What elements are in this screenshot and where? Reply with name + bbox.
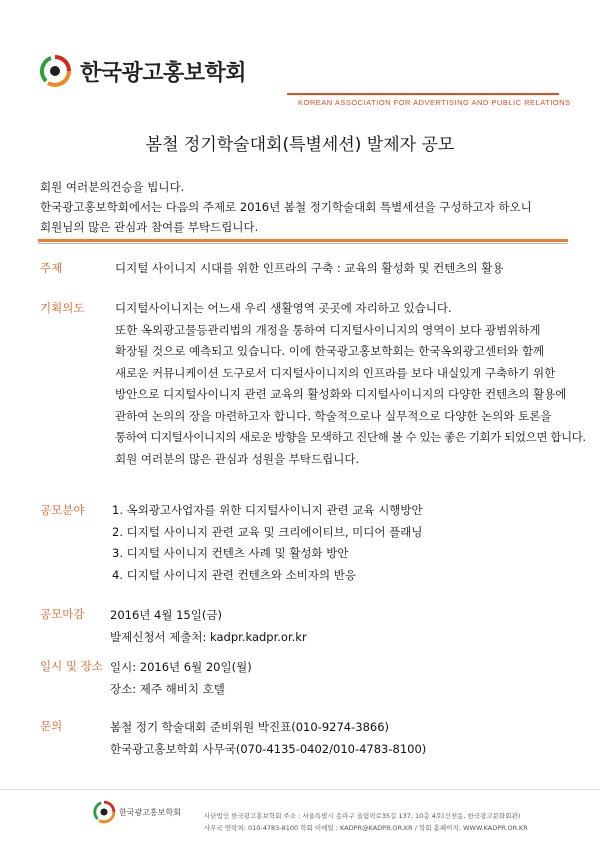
theme-text: 디지털 사이니지 시대를 위한 인프라의 구축 : 교육의 활성화 및 컨텐츠의 활용 (115, 261, 504, 275)
footer-logo (92, 800, 181, 824)
deadline-label: 공모마감 (40, 607, 85, 621)
intent-label: 기획의도 (40, 301, 85, 315)
greeting-line: 회원님의 많은 관심과 참여를 부탁드립니다. (40, 220, 259, 234)
contact-line: 봄철 정기 학술대회 준비위원 박진표(010-9274-3866) (110, 720, 390, 734)
list-item: 4. 디지털 사이니지 관련 컨텐츠와 소비자의 반응 (112, 567, 356, 582)
footer-divider (0, 789, 600, 790)
greeting-line: 한국광고홍보학회에서는 다음의 주제로 2016년 봄철 정기학술대회 특별세션을 구성하고자 하오니 (40, 200, 532, 214)
submission-site: 발제신청서 제출처: kadpr.kadpr.or.kr (110, 630, 307, 644)
topics-label: 공모분야 (40, 503, 85, 517)
deadline-text (110, 604, 307, 648)
header-divider (287, 93, 559, 95)
org-name: 한국광고홍보학회 (80, 60, 247, 86)
intent-line: 회원 여러분의 많은 관심과 성원을 부탁드립니다. (115, 451, 360, 466)
page-title: 봄철 정기학술대회(특별세션) 발제자 공모 (145, 135, 455, 155)
contact-text (110, 716, 426, 760)
list-item: 3. 디지털 사이니지 컨텐츠 사례 및 활성화 방안 (112, 546, 349, 560)
list-item: 1. 옥외광고사업자를 위한 디지털사이니지 관련 교육 시행방안 (112, 503, 423, 517)
topics-list (112, 500, 423, 586)
section-divider (38, 239, 568, 242)
org-english-name: KOREAN ASSOCIATION FOR ADVERTISING AND PUBLIC RELATIONS (298, 98, 571, 107)
intent-line: 또한 옥외광고물등관리법의 개정을 통하여 디지털사이니지의 영역이 보다 광범위하게 (115, 322, 541, 337)
greeting-line: 회원 여러분의건승을 빕니다. (40, 180, 185, 194)
intent-line: 방안으로 디지털사이니지 관련 교육의 활성화와 디지털사이니지의 다양한 컨텐츠의 활용에 (115, 387, 567, 401)
section-divider-shadow (38, 243, 568, 244)
footer-line: 사무국 연락처: 010-4783-8100 학회 이메일 : KADPR@KADPR.OR.KR / 학회 홈페이지: WWW.KADPR.OR.KR (204, 824, 528, 832)
theme-label: 주제 (40, 261, 63, 275)
intent-line: 통하여 디지털사이니지의 새로운 방향을 모색하고 진단해 볼 수 있는 좋은 기회가 되었으면 합니다. (115, 430, 586, 444)
greeting (40, 177, 532, 237)
footer-info (204, 810, 528, 834)
schedule-label: 일시 및 장소 (40, 659, 103, 673)
intent-line: 확장될 것으로 예측되고 있습니다. 이에 한국광고홍보학회는 한국옥외광고센터와 함께 (115, 344, 545, 358)
footer-logo-text: 한국광고홍보학회 (119, 807, 181, 817)
intent-line: 관하여 논의의 장을 마련하고자 합니다. 학술적으로나 실무적으로 다양한 논의와 토론을 (115, 408, 552, 423)
intent-line: 새로운 커뮤니케이션 도구로서 디지털사이니지의 인프라를 보다 내실있게 구축하기 위한 (115, 365, 556, 380)
event-venue: 장소: 제주 해비치 호텔 (110, 682, 225, 696)
intent-line: 디지털사이니지는 어느새 우리 생활영역 곳곳에 자리하고 있습니다. (115, 301, 452, 315)
schedule-text (110, 656, 252, 700)
contact-label: 문의 (40, 719, 63, 733)
list-item: 2. 디지털 사이니지 관련 교육 및 크리에이티브, 미디어 플래닝 (112, 524, 423, 539)
logo-mark-icon (38, 54, 72, 88)
org-logo (38, 54, 246, 88)
contact-line: 한국광고홍보학회 사무국(070-4135-0402/010-4783-8100) (110, 742, 427, 756)
footer-line: 사단법인 한국광고홍보학회 주소 : 서울특별시 송파구 올림픽로35길 137, 10층 4호(신천동, 한국광고문화회관) (204, 812, 521, 820)
footer-logo-mark-icon (92, 800, 116, 824)
deadline-date: 2016년 4월 15일(금) (110, 608, 222, 622)
event-date: 일시: 2016년 6월 20일(월) (110, 660, 252, 674)
intent-text (115, 298, 586, 470)
